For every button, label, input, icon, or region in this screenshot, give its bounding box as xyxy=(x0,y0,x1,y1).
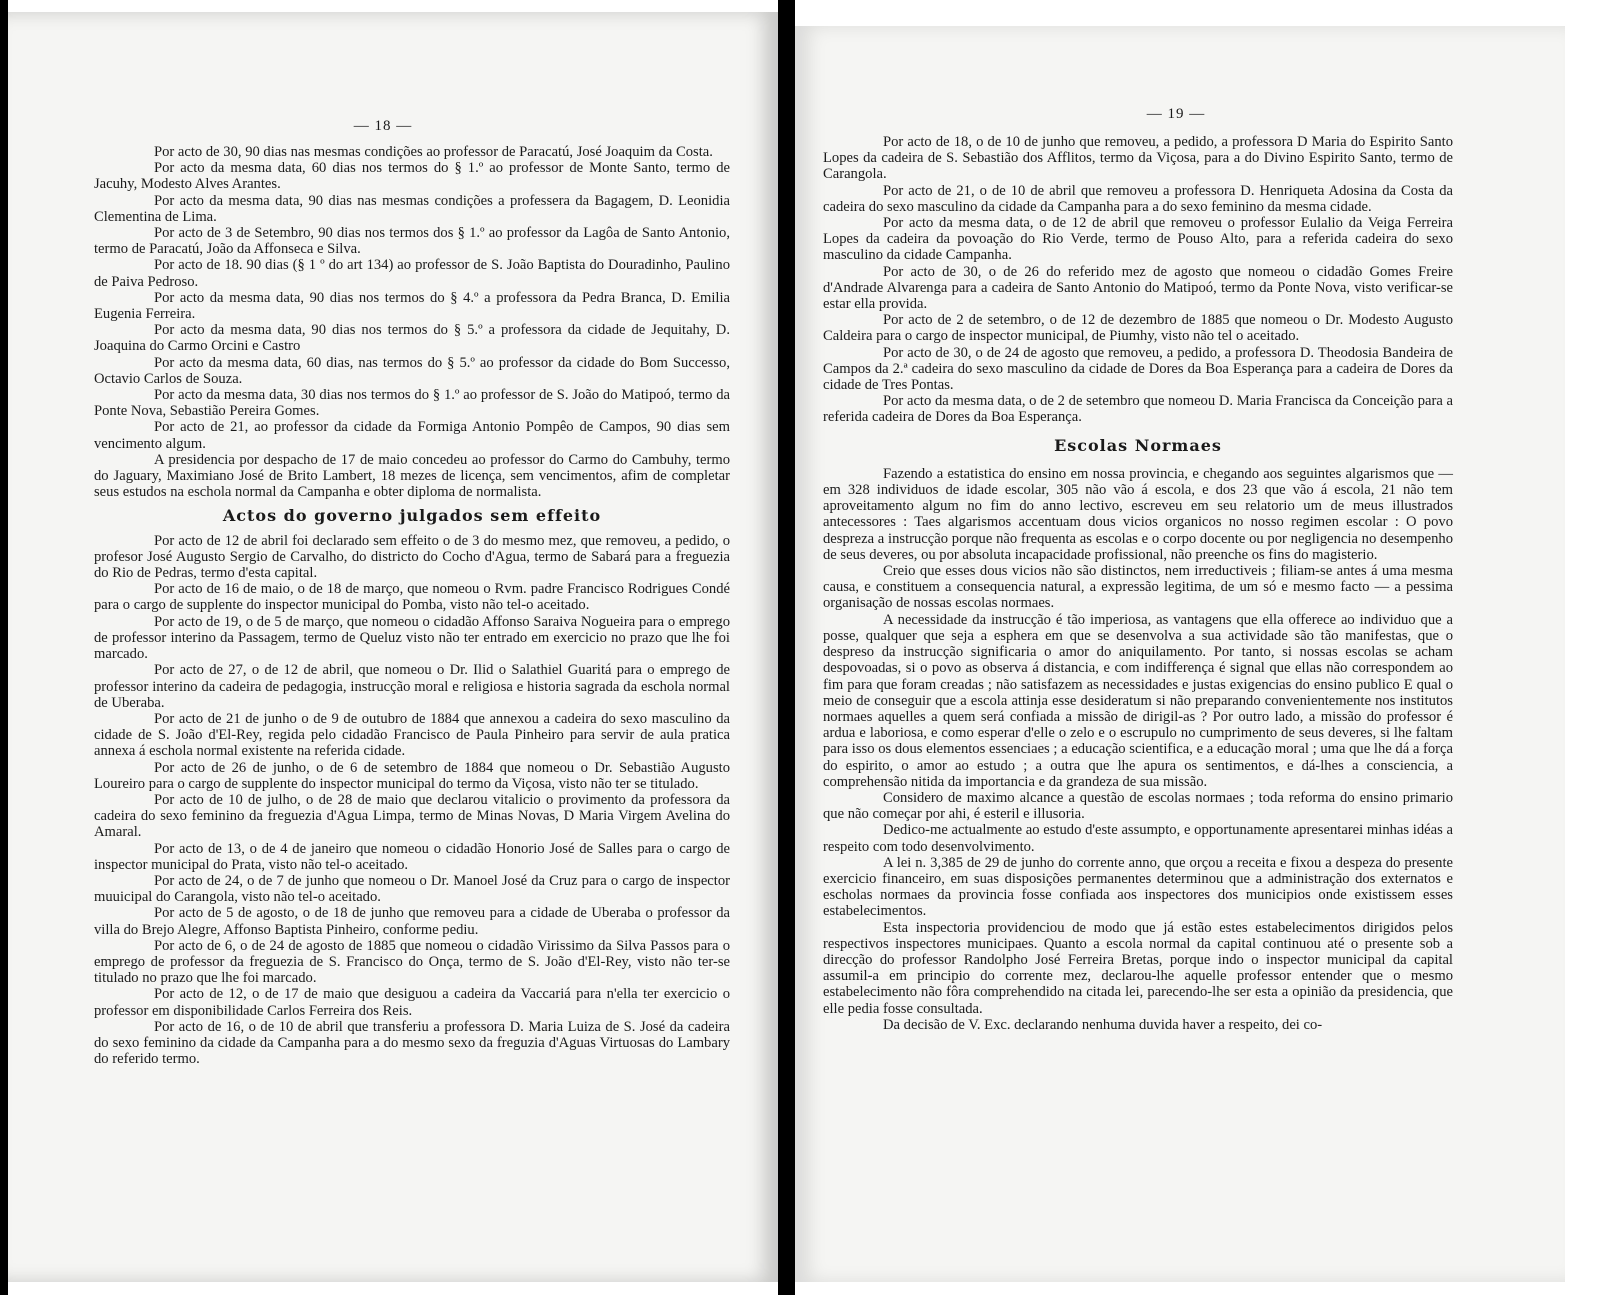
paragraph: Por acto de 10 de julho, o de 28 de maio que declarou vitalicio o provimento da professora da cadeira do sexo feminino da freguezia d'Agua Limpa, termo de Minas Novas, D Maria Virgem Avelina do Amaral. xyxy=(94,791,730,841)
paragraph: Da decisão de V. Exc. declarando nenhuma duvida haver a respeito, dei co- xyxy=(883,1016,1323,1033)
paragraph: A necessidade da instrucção é tão imperiosa, as vantagens que ella offerece ao individuo que a posse, qualquer que seja a esphera em que se desenvolva a sua actividade são tão manifestas, que o despreso da instrucção significaria o amor do aniquilamento. Por tanto, si nossas escolas se acham despovoadas, si o povo as observa á distancia, e com indifferença é signal que ellas não correspondem ao fim para que foram creadas ; não satisfazem as necessidades e justas exigencias do ensino publico E qual o meio de conseguir que a escola attinja esse desideratum si não preparando convenientemente nos institutos normaes aquelles a quem será confiada a missão de dirigil-as ? Por outro lado, a missão do professor é ardua e laboriosa, e como esperar d'elle o zelo e o escrupulo no cumprimento de seus deveres, si lhe faltam para isso os dous elementos essenciaes ; a educação scientifica, e a educação moral ; uma que lhe dá a força do espirito, o amor ao estudo ; a outra que lhe apura os sentimentos, e dá-lhes a consciencia, a comprehensão nitida da importancia e da grandeza de sua missão. xyxy=(823,611,1453,790)
left-page xyxy=(8,12,778,1282)
paragraph: Por acto de 24, o de 7 de junho que nomeou o Dr. Manoel José da Cruz para o cargo de inspector muuicipal do Carangola, visto não tel-o aceitado. xyxy=(94,872,730,906)
paragraph: Por acto de 19, o de 5 de março, que nomeou o cidadão Affonso Saraiva Nogueira para o emprego de professor interino da Passagem, termo de Queluz visto não ter entrado em exercicio no prazo que lhe foi marcado. xyxy=(94,613,730,663)
page-number: — 19 — xyxy=(1146,106,1206,122)
left-top-paragraphs xyxy=(94,144,730,500)
paragraph: Por acto da mesma data, o de 12 de abril que removeu o professor Eulalio da Veiga Ferreira Lopes da cadeira da povoação do Rio Verde, termo de Pouso Alto, para a referida cadeira do sexo masculino da cidade Campanha. xyxy=(823,215,1453,264)
paragraph: A lei n. 3,385 de 29 de junho do corrente anno, que orçou a receita e fixou a despeza do presente exercicio financeiro, em suas disposições permanentes determinou que a administração dos externatos e escholas normaes da provincia fosse confiada aos inspectores dos municipios onde existissem esses estabelecimentos. xyxy=(823,854,1453,920)
paragraph: Creio que esses dous vicios não são distinctos, nem irreductiveis ; filiam-se antes á uma mesma causa, e constituem a consequencia natural, a expressão legitima, de um só e mesmo facto — a pessima organisação de nossas escolas normaes. xyxy=(823,563,1453,612)
paragraph: Por acto da mesma data, 90 dias nos termos do § 4.º a professora da Pedra Branca, D. Emilia Eugenia Ferreira. xyxy=(94,289,730,323)
paragraph: Por acto de 12 de abril foi declarado sem effeito o de 3 do mesmo mez, que removeu, a pedido, o profesor José Augusto Sergio de Carvalho, do districto do Cocho d'Agua, termo de Sabará para a freguezia do Rio de Pedras, termo d'esta capital. xyxy=(94,532,730,582)
section-heading: Actos do governo julgados sem effeito xyxy=(222,506,602,526)
paragraph: Por acto da mesma data, 90 dias nas mesmas condições a professera da Bagagem, D. Leonidia Clementina de Lima. xyxy=(94,192,730,225)
paragraph: Por acto da mesma data, 60 dias nos termos do § 1.º ao professor de Monte Santo, termo de Jacuhy, Modesto Alves Arantes. xyxy=(94,160,730,193)
right-top-paragraphs xyxy=(823,134,1453,426)
binding-gutter-center xyxy=(778,0,795,1295)
binding-gutter-right xyxy=(1565,0,1600,1295)
paragraph: Por acto da mesma data, 90 dias nos termos do § 5.º a professora da cidade de Jequitahy, D. Joaquina do Carmo Orcini e Castro xyxy=(94,322,730,355)
paragraph: Por acto de 2 de setembro, o de 12 de dezembro de 1885 que nomeou o Dr. Modesto Augusto Caldeira para o cargo de inspector municipal, de Piumhy, visto não tel o aceitado. xyxy=(823,312,1453,345)
left-page-text xyxy=(94,144,730,1067)
paragraph: Por acto de 13, o de 4 de janeiro que nomeou o cidadão Honorio José de Salles para o cargo de inspector municipal do Prata, visto não tel-o aceitado. xyxy=(94,840,730,873)
paragraph: Por acto de 21 de junho o de 9 de outubro de 1884 que annexou a cadeira do sexo masculino da cidade de S. João d'El-Rey, regida pelo cidadão Francisco de Paula Pinheiro para servir de aula pratica annexa á eschola normal existente na referida cidade. xyxy=(94,710,730,760)
paragraph: Por acto da mesma data, o de 2 de setembro que nomeou D. Maria Francisca da Conceição para a referida cadeira de Dores da Boa Esperança. xyxy=(823,393,1453,426)
paragraph: Por acto de 18, o de 10 de junho que removeu, a pedido, a professora D Maria do Espirito Santo Lopes da cadeira de S. Sebastião dos Afflitos, termo da Viçosa, para a do Divino Espirito Santo, termo de Carangola. xyxy=(823,134,1453,183)
right-page xyxy=(795,26,1565,1282)
paragraph: Por acto de 30, 90 dias nas mesmas condições ao professor de Paracatú, José Joaquim da Costa. xyxy=(154,144,713,160)
paragraph: Por acto de 27, o de 12 de abril, que nomeou o Dr. Ilid o Salathiel Guaritá para o emprego de professor interino da cadeira de pedagogia, instrucção moral e religiosa e historia sagrada da eschola normal de Uberaba. xyxy=(94,662,730,711)
paragraph: Por acto da mesma data, 60 dias, nas termos do § 5.º ao professor da cidade do Bom Successo, Octavio Carlos de Souza. xyxy=(94,354,730,387)
section-heading: Escolas Normaes xyxy=(1054,435,1222,455)
paragraph: Por acto da mesma data, 30 dias nos termos do § 1.º ao professor de S. João do Matipoó, termo da Ponte Nova, Sebastião Pereira Gomes. xyxy=(94,387,730,420)
right-page-text xyxy=(823,134,1453,1033)
right-bottom-paragraphs xyxy=(823,466,1453,1033)
paragraph: Por acto de 26 de junho, o de 6 de setembro de 1884 que nomeou o Dr. Sebastião Augusto Loureiro para o cargo de supplente do inspector municipal do termo da Viçosa, visto não ter se titulado. xyxy=(94,759,730,792)
paragraph: Por acto de 21, o de 10 de abril que removeu a professora D. Henriqueta Adosina da Costa da cadeira do sexo masculino da cidade da Campanha para a do sexo feminino da mesma cidade. xyxy=(823,182,1453,215)
paragraph: Por acto de 30, o de 24 de agosto que removeu, a pedido, a professora D. Theodosia Bandeira de Campos da 2.ª cadeira do sexo masculino da cidade de Dores da Boa Esperança para a cadeira de Dores da cidade de Tres Pontas. xyxy=(823,344,1453,394)
paragraph: Por acto de 12, o de 17 de maio que desiguou a cadeira da Vaccariá para n'ella ter exercicio o professor em disponibilidade Carlos Ferreira dos Reis. xyxy=(94,986,730,1019)
paragraph: Por acto de 16 de maio, o de 18 de março, que nomeou o Rvm. padre Francisco Rodrigues Condé para o cargo de supplente do inspector municipal do Pomba, visto não tel-o aceitado. xyxy=(94,581,730,614)
paragraph: Fazendo a estatistica do ensino em nossa provincia, e chegando aos seguintes algarismos que — em 328 individuos de idade escolar, 305 não vão á escola, e dos 23 que vão á escola, 21 não tem aproveitamento algum no fim do anno lectivo, escreveu em seu relatorio um de meus illustrados antecessores : Taes algarismos accentuam dous vicios organicos no nosso regimen escolar : O povo despreza a instrucção porque não frequenta as escolas e o corpo docente ou por negligencia no desempenho de seus deveres, ou por absoluta incapacidade profissional, não preenche os fins do magisterio. xyxy=(823,465,1453,563)
paragraph: Por acto de 18. 90 dias (§ 1 º do art 134) ao professor de S. João Baptista do Douradinho, Paulino de Paiva Pedroso. xyxy=(94,257,730,290)
paragraph: Esta inspectoria providenciou de modo que já estão estes estabelecimentos dirigidos pelos respectivos inspectores municipaes. Quanto a escola normal da capital continuou até o presente sob a direcção do professor Randolpho José Ferreira Bretas, porque indo o inspector municipal da capital assumil-a em principio do corrente mez, declarou-lhe aquelle professor entender que o mesmo estabelecimento não fôra comprehendido na citada lei, parecendo-lhe ser esta a opinião da presidencia, que elle pedia fosse consultada. xyxy=(823,919,1453,1017)
paragraph: Por acto de 16, o de 10 de abril que transferiu a professora D. Maria Luiza de S. José da cadeira do sexo feminino da cidade da Campanha para a do mesmo sexo da freguzia d'Aguas Virtuosas do Lambary do referido termo. xyxy=(94,1018,730,1068)
paragraph: Por acto de 30, o de 26 do referido mez de agosto que nomeou o cidadão Gomes Freire d'Andrade Alvarenga para a cadeira de Santo Antonio do Matipoó, termo da Ponte Nova, visto verificar-se estar ella provida. xyxy=(823,263,1453,313)
paragraph: Por acto de 21, ao professor da cidade da Formiga Antonio Pompêo de Campos, 90 dias sem vencimento algum. xyxy=(94,419,730,452)
page-number: — 18 — xyxy=(353,118,413,134)
left-bottom-paragraphs xyxy=(94,533,730,1068)
paragraph: Por acto de 5 de agosto, o de 18 de junho que removeu para a cidade de Uberaba o professor da villa do Brejo Alegre, Affonso Baptista Pinheiro, conforme pediu. xyxy=(94,905,730,938)
paragraph: Considero de maximo alcance a questão de escolas normaes ; toda reforma do ensino primario que não começar por ahi, é esteril e illusoria. xyxy=(823,789,1453,823)
paragraph: Por acto de 6, o de 24 de agosto de 1885 que nomeou o cidadão Virissimo da Silva Passos para o emprego de professor da freguezia de S. Francisco do Onça, termo de S. João d'El-Rey, visto não ter-se titulado no prazo que lhe foi marcado. xyxy=(94,937,730,987)
binding-gutter xyxy=(0,0,8,1295)
paragraph: A presidencia por despacho de 17 de maio concedeu ao professor do Carmo do Cambuhy, termo do Jaguary, Maximiano José de Brito Lambert, 18 mezes de licença, sem vencimentos, afim de completar seus estudos na eschola normal da Campanha e obter diploma de normalista. xyxy=(94,451,730,501)
paragraph: Por acto de 3 de Setembro, 90 dias nos termos dos § 1.º ao professor da Lagôa de Santo Antonio, termo de Paracatú, João da Affonseca e Silva. xyxy=(94,225,730,258)
paragraph: Dedico-me actualmente ao estudo d'este assumpto, e opportunamente apresentarei minhas idéas a respeito com todo desenvolvimento. xyxy=(823,822,1453,855)
